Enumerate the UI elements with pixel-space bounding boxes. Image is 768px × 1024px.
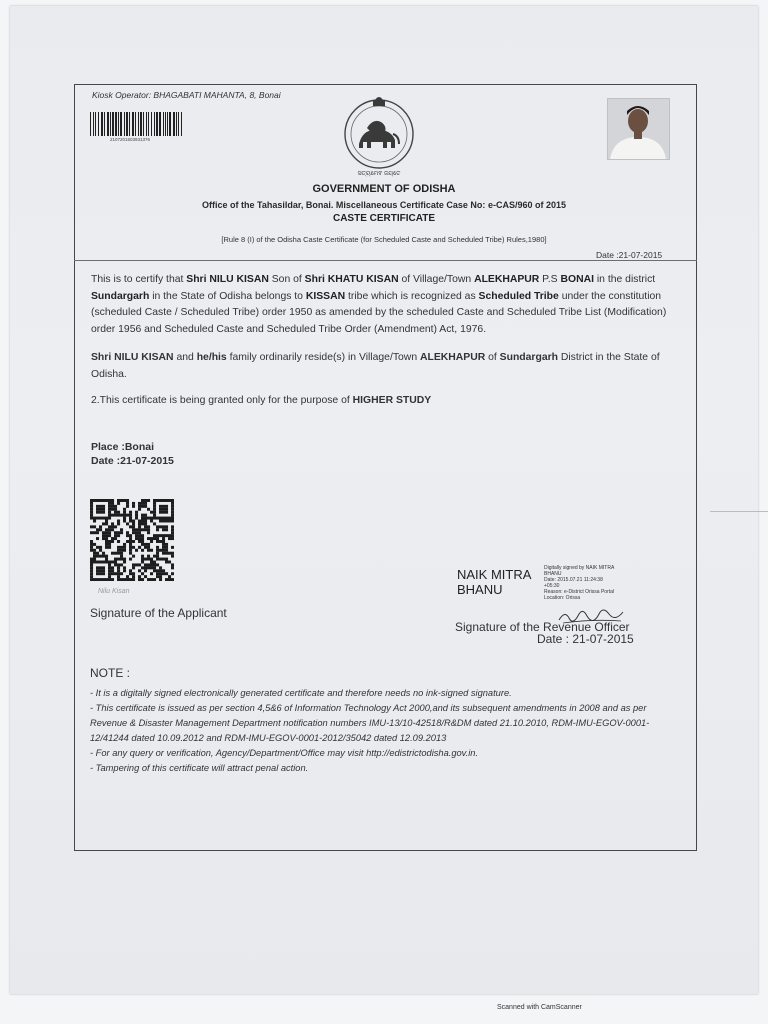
- case-number: e-CAS/960 of 2015: [487, 200, 566, 210]
- note-title: NOTE :: [90, 666, 131, 680]
- district-name: Sundargarh: [91, 290, 150, 302]
- village-name: ALEKHAPUR: [474, 274, 540, 285]
- residence-paragraph: Shri NILU KISAN and he/his family ordinarily reside(s) in Village/Town ALEKHAPUR of Sundargarh District in the State of Odisha.: [91, 352, 660, 380]
- place: Place :Bonai: [91, 441, 155, 453]
- emblem-caption: ସତ୍ୟମେବ ଜୟତେ: [357, 171, 401, 177]
- rule-reference: [Rule 8 (I) of the Odisha Caste Certificate (for Scheduled Caste and Scheduled Tribe) Rules,1980]: [221, 235, 547, 244]
- police-station: BONAI: [560, 274, 594, 285]
- applicant-signature-label: Signature of the Applicant: [90, 606, 227, 620]
- purpose-paragraph: 2.This certificate is being granted only for the purpose of HIGHER STUDY: [91, 395, 432, 406]
- certificate-title: CASTE CERTIFICATE: [332, 213, 436, 224]
- officer-name: NAIK MITRA BHANU: [457, 567, 532, 597]
- kiosk-operator: Kiosk Operator: BHAGABATI MAHANTA, 8, Bonai: [92, 90, 281, 100]
- digital-signature-block: Digitally signed by NAIK MITRA BHANU Date: 2015.07.21 11:24:38 +05:30 Reason: e-District Orissa Portal Location: Orissa: [544, 565, 615, 601]
- category: Scheduled Tribe: [478, 290, 559, 302]
- emblem-top-lion: [373, 97, 385, 106]
- date: Date :21-07-2015: [91, 455, 174, 467]
- barcode: [90, 112, 183, 136]
- qr-code: [90, 499, 174, 581]
- certification-paragraph: This is to certify that Shri NILU KISAN Son of Shri KHATU KISAN of Village/Town ALEKHAPUR P.S BONAI in the district Sundargarh in the State of Odisha belongs to KISSAN tribe which is recognized as Scheduled Tribe under the constitution (scheduled Caste / Scheduled Tribe) order 1950 as amended by the scheduled Caste and Scheduled Tribe List (Modification) order 1956 and Scheduled Caste and Scheduled Tribe Order (Amendment) Act, 1976.: [91, 274, 667, 335]
- paper-fold-crease: [710, 511, 768, 512]
- tribe-name: KISSAN: [305, 290, 346, 302]
- office-line: [0, 200, 768, 210]
- purpose: HIGHER STUDY: [352, 395, 432, 406]
- applicant-photo: [607, 98, 670, 160]
- header-divider: [74, 260, 697, 261]
- father-name: Shri KHATU KISAN: [304, 274, 399, 285]
- odisha-emblem: [333, 94, 425, 178]
- emblem-elephant: [359, 121, 399, 148]
- scanner-footer: Scanned with CamScanner: [497, 1004, 582, 1011]
- government-heading: GOVERNMENT OF ODISHA: [312, 183, 456, 195]
- officer-date: Date : 21-07-2015: [537, 632, 634, 646]
- note-item: - It is a digitally signed electronically generated certificate and therefore needs no ink-signed signature.: [90, 688, 512, 698]
- person-name: Shri NILU KISAN: [186, 274, 269, 285]
- applicant-signature-scribble: Nilu Kisan: [98, 588, 130, 595]
- place-date-block: [91, 440, 174, 468]
- note-item: - For any query or verification, Agency/Department/Office may visit http://edistrictodisha.gov.in.: [90, 748, 479, 758]
- note-item: - This certificate is issued as per section 4,5&6 of Information Technology Act 2000,and its subsequent amendments in 2008 and as per Revenue & Disaster Management Department notification numbers IMU-13/10-42518/R&DM dated 21.10.2010, RDM-IMU-EGOV-0001-12/41244 dated 10.09.2012 and RDM-IMU-EGOV-0001-2012/35042 dated 12.09.2013: [90, 703, 650, 743]
- note-item: - Tampering of this certificate will attract penal action.: [90, 763, 309, 773]
- barcode-number: 2107201503931376: [110, 137, 151, 142]
- officer-signature-label: Signature of the Revenue Officer: [455, 620, 630, 634]
- office-text: Office of the Tahasildar, Bonai. Miscellaneous Certificate Case No:: [202, 200, 488, 210]
- issue-date: Date :21-07-2015: [596, 250, 663, 260]
- notes-list: [90, 686, 674, 776]
